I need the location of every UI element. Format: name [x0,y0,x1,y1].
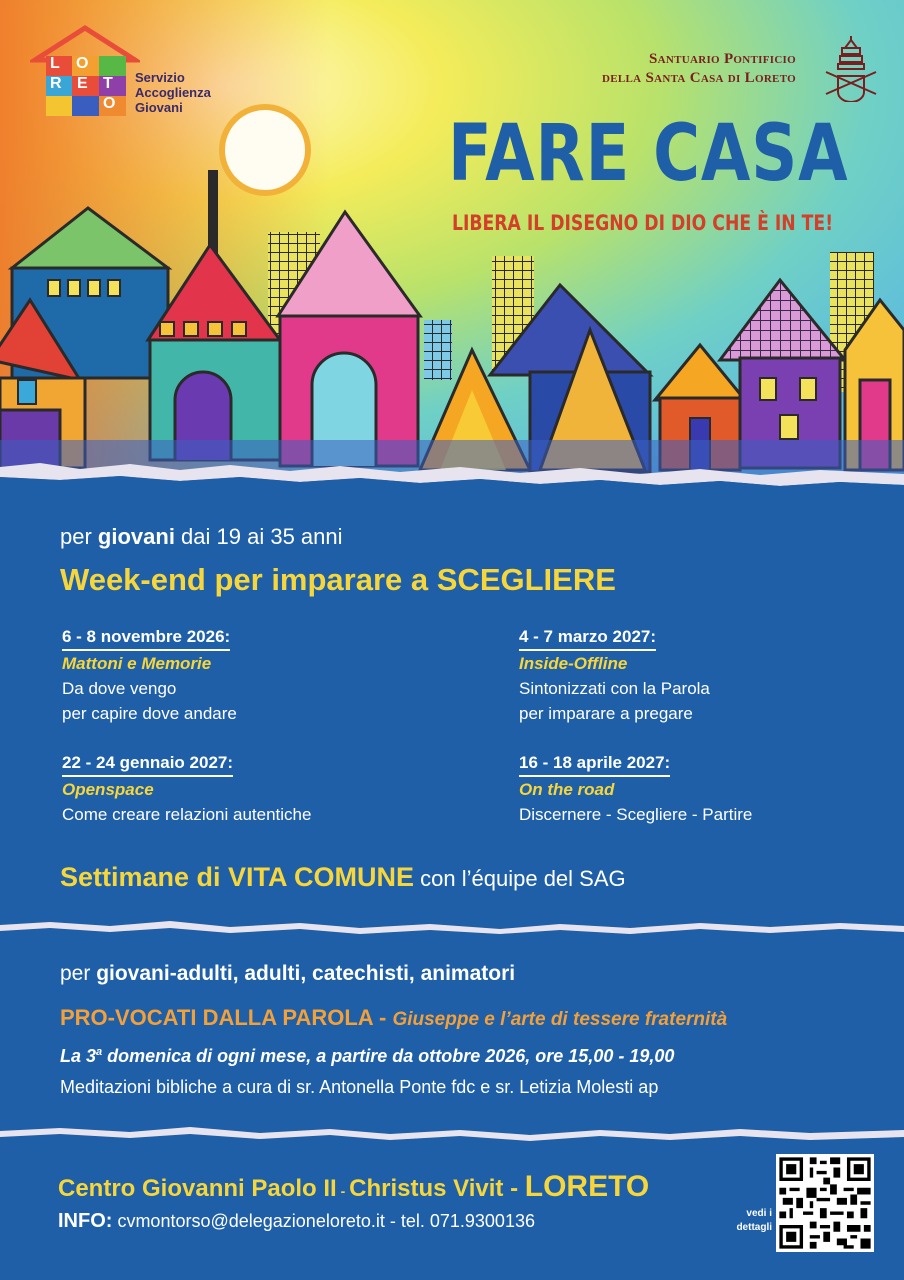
centro-name: Centro Giovanni Paolo II [58,1175,337,1202]
event-description: per capire dove andare [62,704,237,723]
info-label: INFO: [58,1210,113,1232]
page-subtitle: LIBERA IL DISEGNO DI DIO CHE È IN TE! [452,211,834,235]
event-description: Sintonizzati con la Parola [519,679,710,698]
event-item [519,752,899,827]
logo-letter: R [50,75,62,92]
provocati-subtitle: Giuseppe e l’arte di tessere fraternità [392,1009,728,1030]
logo-letter: E [77,75,88,92]
event-date: 16 - 18 aprile 2027: [519,752,670,777]
event-date: 6 - 8 novembre 2026: [62,626,230,651]
santuario-line-1: Santuario Pontificio [648,51,796,67]
logo-letter: O [103,95,116,112]
qr-caption [716,1207,772,1235]
event-description: Da dove vengo [62,679,177,698]
audience-list: giovani-adulti, adulti, catechisti, animatori [96,962,516,985]
weekend-audience [60,524,343,550]
logo-line-accoglienza: Accoglienza [135,85,211,100]
logo-line-giovani: Giovani [135,100,183,115]
event-name: On the road [519,780,615,799]
qr-caption-line-1: vedi i [746,1208,772,1219]
event-description: Come creare relazioni autentiche [62,805,312,824]
provocati-title [60,1005,727,1031]
qr-code-icon[interactable] [776,1154,874,1252]
provocati-meditazioni: Meditazioni bibliche a cura di sr. Antonella Ponte fdc e sr. Letizia Molesti ap [60,1077,659,1097]
event-item [62,626,442,726]
papal-crest-icon [820,36,882,102]
event-description: Discernere - Scegliere - Partire [519,805,753,824]
logo-caption [135,70,211,115]
location-separator: - [336,1183,350,1199]
watercolor-village-illustration [0,0,904,480]
settimane-heading [60,862,626,893]
provocati-audience [60,962,515,986]
info-contacts[interactable]: cvmontorso@delegazioneloreto.it - tel. 071.9300136 [112,1211,535,1231]
audience-prefix: per [60,962,97,985]
schedule-prefix: La 3 [60,1046,97,1066]
christus-vivit: Christus Vivit [349,1175,504,1202]
event-description: per imparare a pregare [519,704,693,723]
torn-paper-edge [0,455,904,495]
logo-letter: O [76,55,89,72]
settimane-bold: Settimane di VITA COMUNE [60,862,415,892]
weekend-headline: Week-end per imparare a SCEGLIERE [60,562,616,597]
schedule-rest: domenica di ogni mese, a partire da ottobre 2026, ore 15,00 - 19,00 [102,1046,675,1066]
contact-info [58,1210,535,1233]
location-city: LORETO [524,1170,650,1203]
logo-letter: T [103,75,113,92]
logo-letters [46,56,126,116]
santuario-heading [602,50,796,88]
event-name: Inside-Offline [519,654,628,673]
audience-giovani: giovani [97,524,175,549]
audience-prefix: per [60,524,98,549]
logo-line-servizio: Servizio [135,70,185,85]
location-dash: - [503,1175,525,1202]
provocati-title-main: PRO-VOCATI DALLA PAROLA [60,1005,373,1030]
santuario-line-2: della Santa Casa di Loreto [602,70,796,86]
provocati-schedule [60,1046,674,1067]
provocati-dash: - [372,1005,393,1030]
qr-caption-line-2: dettagli [736,1222,772,1233]
event-date: 4 - 7 marzo 2027: [519,626,656,651]
logo-letter: L [50,55,60,72]
event-item [62,752,442,827]
audience-age: dai 19 ai 35 anni [174,524,343,549]
event-date: 22 - 24 gennaio 2027: [62,752,233,777]
schedule-superscript: a [96,1046,103,1058]
page-title: FARE CASA [448,109,849,199]
location-line [58,1170,649,1204]
event-name: Openspace [62,780,154,799]
torn-paper-divider [0,1122,904,1146]
event-item [519,626,899,726]
torn-paper-divider [0,915,904,939]
settimane-rest: con l’équipe del SAG [414,866,626,891]
event-name: Mattoni e Memorie [62,654,212,673]
